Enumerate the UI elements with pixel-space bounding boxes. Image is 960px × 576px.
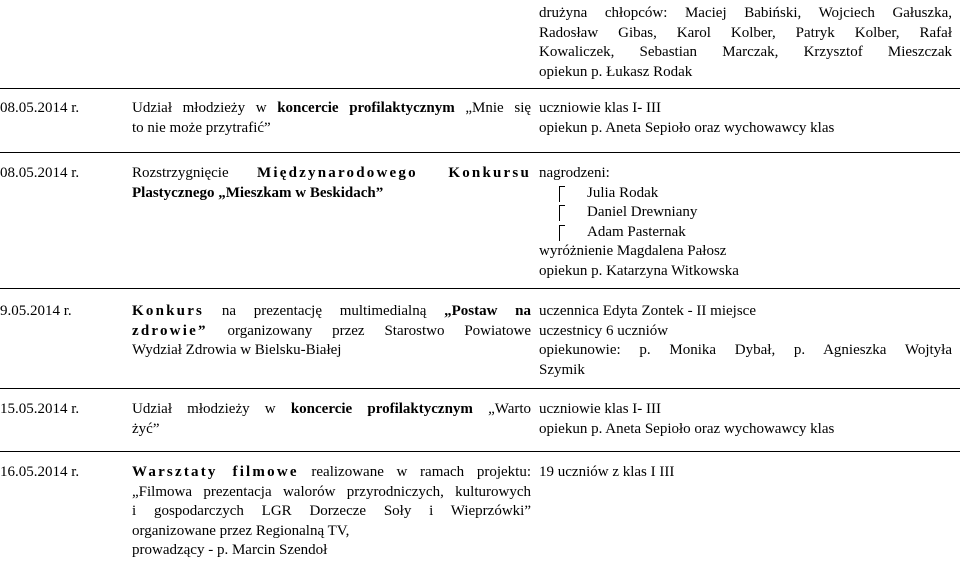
row5-desc-line: prowadzący - p. Marcin Szendoł (132, 542, 328, 558)
row4-result-line1: uczniowie klas I- III (539, 401, 662, 417)
row3-result-line3: opiekunowie: p. Monika Dybał, p. Agnieszka Wojtyła (539, 342, 952, 358)
row2-awarded-item: Daniel Drewniany (587, 204, 698, 220)
row2-desc-line1 (132, 164, 531, 184)
row0-result-line: Kowaliczek, Sebastian Marczak, Krzysztof Mieszczak (539, 44, 952, 60)
row-divider (0, 451, 960, 452)
row5-desc-line: organizowane przez Regionalną TV, (132, 522, 350, 539)
row2-awarded-item: Adam Pasternak (587, 223, 686, 240)
row2-date: 08.05.2014 r. (0, 165, 80, 181)
row5-desc-workshop: Warsztaty filmowe (132, 464, 299, 480)
row1-desc-line2: to nie może przytrafić” (132, 119, 271, 136)
row1-description (132, 99, 531, 138)
row3-desc-bold1: „Postaw na (444, 303, 531, 319)
row3-result-line2: uczestnicy 6 uczniów (539, 322, 669, 339)
row1-desc-post: „Mnie się (454, 100, 532, 116)
row4-desc-bold: koncercie profilaktycznym (290, 401, 473, 417)
row-divider (0, 288, 960, 289)
row3-desc-text2: organizowany przez Starostwo Powiatowe (207, 322, 531, 339)
row3-desc-line3: Wydział Zdrowia w Bielsku-Białej (132, 342, 342, 358)
row1-desc-line1 (132, 99, 531, 119)
row3-result (539, 302, 952, 380)
row4-description (132, 400, 531, 439)
row1-desc-pre: Udział młodzieży w (132, 100, 278, 116)
row3-desc-contest: Konkurs (132, 303, 205, 319)
row5-date: 16.05.2014 r. (0, 464, 80, 480)
bracket-icon (559, 225, 565, 241)
row-divider (0, 88, 960, 89)
row2-desc-line2: Plastycznego „Mieszkam w Beskidach” (132, 184, 384, 201)
row-divider (0, 388, 960, 389)
row2-distinction: wyróżnienie Magdalena Pałosz (539, 243, 727, 259)
row0-result-line: Radosław Gibas, Karol Kolber, Patryk Kolber, Rafał (539, 24, 952, 41)
row-divider (0, 152, 960, 153)
row2-description (132, 164, 531, 203)
row2-tutor: opiekun p. Katarzyna Witkowska (539, 262, 739, 279)
row1-date: 08.05.2014 r. (0, 100, 80, 116)
row4-result (539, 400, 952, 439)
row0-result-line: opiekun p. Łukasz Rodak (539, 63, 693, 80)
row5-description (132, 463, 531, 561)
row3-desc-line1 (132, 302, 531, 322)
row2-awarded-label: nagrodzeni: (539, 165, 610, 181)
row5-desc-text1: realizowane w ramach projektu: (298, 464, 532, 480)
row1-result-line2: opiekun p. Aneta Sepioło oraz wychowawcy klas (539, 119, 835, 136)
row4-result-line2: opiekun p. Aneta Sepioło oraz wychowawcy klas (539, 420, 835, 437)
row5-result-line1: 19 uczniów z klas I III (539, 464, 675, 480)
row5-desc-line: „Filmowa prezentacja walorów przyrodniczych, kulturowych (132, 483, 531, 500)
row3-desc-health: zdrowie” (132, 322, 208, 339)
row5-desc-line1 (132, 463, 531, 483)
row3-result-line1: uczennica Edyta Zontek - II miejsce (539, 303, 756, 319)
row4-desc-pre: Udział młodzieży w (132, 401, 291, 417)
row3-desc-line2 (132, 322, 531, 342)
row1-result-line1: uczniowie klas I- III (539, 100, 662, 116)
row1-result (539, 99, 952, 138)
row5-desc-line: i gospodarczych LGR Dorzecze Soły i Wieprzówki” (132, 503, 531, 519)
row2-desc-pre: Rozstrzygnięcie (132, 165, 229, 181)
row4-desc-post: „Warto (472, 401, 532, 417)
row1-desc-bold: koncercie profilaktycznym (277, 100, 455, 116)
row3-date: 9.05.2014 r. (0, 303, 72, 319)
row5-result (539, 463, 952, 483)
bracket-icon (559, 186, 565, 202)
row4-desc-line1 (132, 400, 531, 420)
row3-description (132, 302, 531, 361)
row2-desc-contest: Międzynarodowego Konkursu (257, 165, 531, 181)
row3-desc-text1: na prezentację multimedialną (204, 303, 445, 319)
row0-result (539, 4, 952, 82)
row4-desc-line2: żyć” (132, 420, 160, 437)
row3-result-line4: Szymik (539, 361, 585, 378)
bracket-icon (559, 205, 565, 221)
row4-date: 15.05.2014 r. (0, 401, 80, 417)
row2-awarded-item: Julia Rodak (587, 184, 659, 201)
row2-result (539, 164, 952, 281)
row0-result-line: drużyna chłopców: Maciej Babiński, Wojciech Gałuszka, (539, 5, 952, 21)
